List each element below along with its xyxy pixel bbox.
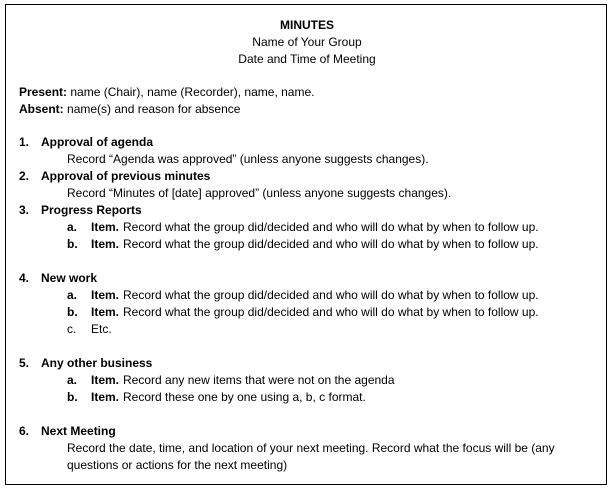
present-label: Present: [19,85,68,99]
item-text: Etc. [91,322,112,336]
section-heading [19,202,606,219]
absent-value: name(s) and reason for absence [67,102,241,116]
absent-label: Absent: [19,102,64,116]
section-title: Progress Reports [41,203,142,217]
item-text: Record these one by one using a, b, c format. [123,390,366,404]
section-number: 3. [19,203,30,217]
section-note: Record “Agenda was approved” (unless anyone suggests changes). [67,152,429,166]
item-label: Item. [91,220,120,234]
list-item [19,372,606,389]
list-item [19,304,606,321]
present-line [19,84,606,101]
item-label: Item. [91,373,120,387]
item-label: Item. [91,288,120,302]
document-title: MINUTES [280,18,334,32]
section-new-work [19,270,606,338]
list-item [19,321,606,338]
item-text: Record any new items that were not on the agenda [123,373,395,387]
present-value: name (Chair), name (Recorder), name, name. [70,85,315,99]
item-letter: b. [67,390,78,404]
section-next-meeting [19,423,606,474]
item-letter: b. [67,305,78,319]
section-title: Approval of previous minutes [41,169,211,183]
item-letter: c. [67,322,77,336]
item-label: Item. [91,390,120,404]
section-approval-of-previous-minutes [19,168,606,202]
document-header [19,17,595,68]
item-text: Record what the group did/decided and who will do what by when to follow up. [123,237,539,251]
section-title: Any other business [41,356,153,370]
minutes-document [5,4,607,485]
section-heading [19,355,606,372]
item-text: Record what the group did/decided and who will do what by when to follow up. [123,288,539,302]
list-item [19,236,606,253]
list-item [19,287,606,304]
item-letter: a. [67,288,78,302]
section-approval-of-agenda [19,134,606,168]
item-label: Item. [91,305,120,319]
item-text: Record what the group did/decided and who will do what by when to follow up. [123,305,539,319]
meeting-datetime: Date and Time of Meeting [238,52,376,66]
section-any-other-business [19,355,606,406]
section-number: 5. [19,356,30,370]
section-note: Record “Minutes of [date] approved” (unless anyone suggests changes). [67,186,452,200]
list-item [19,219,606,236]
absent-line [19,101,606,118]
section-heading [19,168,606,185]
section-number: 6. [19,424,30,438]
list-item [19,389,606,406]
section-note: Record the date, time, and location of your next meeting. Record what the focus will be (any questions or actions for the next meeting) [67,441,555,472]
section-title: Approval of agenda [41,135,154,149]
section-heading [19,423,606,440]
item-letter: b. [67,237,78,251]
section-heading [19,270,606,287]
section-number: 1. [19,135,30,149]
section-heading [19,134,606,151]
section-number: 4. [19,271,30,285]
section-number: 2. [19,169,30,183]
item-letter: a. [67,373,78,387]
attendance [19,84,606,118]
item-letter: a. [67,220,78,234]
section-progress-reports [19,202,606,253]
group-name: Name of Your Group [252,35,362,49]
item-label: Item. [91,237,120,251]
item-text: Record what the group did/decided and who will do what by when to follow up. [123,220,539,234]
section-title: New work [41,271,98,285]
section-title: Next Meeting [41,424,116,438]
